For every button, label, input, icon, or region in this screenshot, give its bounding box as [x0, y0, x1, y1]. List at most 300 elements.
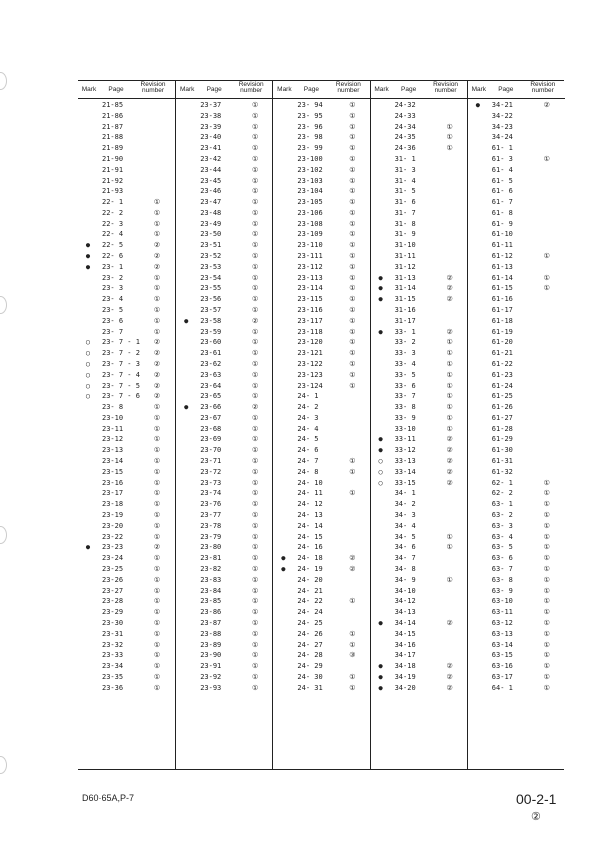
row-page: 33-15 [394, 478, 416, 487]
row-revision: ① [252, 273, 259, 282]
row-revision: ① [349, 629, 356, 638]
row-revision: ① [349, 284, 356, 293]
table-row [78, 532, 175, 543]
row-page: 23- 2 [102, 273, 124, 282]
row-revision: ① [349, 176, 356, 185]
row-page: 63- 6 [491, 554, 513, 563]
row-page: 61-28 [491, 424, 513, 433]
table-row [273, 424, 370, 435]
row-page: 21-93 [102, 187, 124, 196]
table-row [273, 305, 370, 316]
row-page: 23-37 [200, 101, 222, 109]
row-page: 61-10 [491, 230, 513, 239]
table-row [468, 348, 565, 359]
table-row [273, 586, 370, 597]
table-row [273, 229, 370, 240]
table-row [273, 154, 370, 165]
row-page: 23-77 [200, 511, 222, 520]
table-row [273, 575, 370, 586]
table-row [78, 132, 175, 143]
table-row [371, 596, 468, 607]
row-mark: ● [378, 295, 383, 304]
document-id: D60·65A,P-7 [82, 793, 135, 803]
table-row [176, 316, 273, 327]
row-page: 24- 26 [297, 629, 323, 638]
row-page: 23-71 [200, 457, 222, 466]
row-revision: ① [349, 187, 356, 196]
row-page: 23-69 [200, 435, 222, 444]
row-page: 34-13 [394, 608, 416, 617]
row-revision: ② [153, 359, 161, 368]
row-revision: ① [543, 154, 550, 163]
row-page: 24-33 [394, 111, 416, 120]
table-row [371, 359, 468, 370]
table-row [78, 111, 175, 122]
table-row [468, 176, 565, 187]
table-row [273, 640, 370, 651]
row-page: 63- 9 [491, 586, 513, 595]
row-page: 24- 15 [297, 532, 323, 541]
table-row [468, 618, 565, 629]
table-row [371, 661, 468, 672]
table-row [273, 132, 370, 143]
row-page: 23-48 [200, 208, 222, 217]
row-mark: ○ [85, 392, 91, 401]
row-revision: ① [252, 575, 259, 584]
table-row [273, 553, 370, 564]
table-row [468, 456, 565, 467]
table-row [176, 499, 273, 510]
table-row [78, 542, 175, 553]
row-page: 23-100 [297, 154, 323, 163]
row-revision: ① [543, 511, 550, 520]
row-page: 21-86 [102, 111, 124, 120]
row-mark: ● [378, 662, 383, 671]
row-page: 34-22 [491, 111, 513, 120]
row-page: 22- 3 [102, 219, 124, 228]
row-revision: ① [543, 532, 550, 541]
table-row [468, 607, 565, 618]
table-row [468, 316, 565, 327]
table-row [273, 100, 370, 111]
row-mark: ○ [378, 457, 383, 466]
row-page: 61- 3 [491, 154, 513, 163]
row-revision: ① [543, 629, 550, 638]
table-row [468, 542, 565, 553]
row-page: 24- 13 [297, 511, 323, 520]
table-row [176, 305, 273, 316]
row-page: 24-34 [394, 122, 416, 131]
row-mark: ● [378, 683, 383, 692]
row-page: 31- 1 [394, 154, 416, 163]
revision-table [78, 80, 564, 770]
table-row [176, 337, 273, 348]
row-revision: ① [543, 500, 550, 509]
row-page: 34-19 [394, 672, 416, 681]
table-row [78, 327, 175, 338]
row-page: 24- 2 [297, 403, 319, 412]
table-row [176, 424, 273, 435]
table-row [273, 348, 370, 359]
row-revision: ① [252, 640, 259, 649]
row-page: 23-79 [200, 532, 222, 541]
table-row [468, 596, 565, 607]
table-row [176, 488, 273, 499]
row-revision: ① [349, 111, 356, 120]
row-revision: ① [252, 359, 259, 368]
table-row [176, 629, 273, 640]
row-page: 23- 94 [297, 101, 323, 109]
row-revision: ① [543, 586, 550, 595]
row-revision: ① [349, 597, 356, 606]
page-revision: ② [531, 811, 541, 823]
row-page: 24- 27 [297, 640, 323, 649]
table-row [176, 510, 273, 521]
row-revision: ① [153, 554, 161, 563]
row-page: 31-13 [394, 273, 416, 282]
row-page: 21-92 [102, 176, 124, 185]
row-revision: ① [153, 413, 161, 422]
row-page: 61- 9 [491, 219, 513, 228]
table-row [78, 510, 175, 521]
table-row [78, 402, 175, 413]
table-row [371, 672, 468, 683]
row-page: 34- 9 [394, 575, 416, 584]
table-row [371, 683, 468, 694]
row-revision: ② [446, 672, 453, 681]
row-page: 34- 1 [394, 489, 416, 498]
row-page: 23- 3 [102, 284, 124, 293]
row-revision: ① [349, 359, 356, 368]
row-page: 23-41 [200, 144, 222, 153]
row-page: 33-12 [394, 446, 416, 455]
row-page: 24- 18 [297, 554, 323, 563]
row-page: 23-64 [200, 381, 222, 390]
row-revision: ① [153, 511, 161, 520]
row-revision: ② [446, 457, 453, 466]
table-row [176, 640, 273, 651]
table-row [273, 445, 370, 456]
row-page: 23-27 [102, 586, 124, 595]
table-row [176, 197, 273, 208]
table-row [176, 186, 273, 197]
row-page: 31-11 [394, 252, 416, 261]
row-revision: ① [153, 198, 161, 207]
table-row [78, 154, 175, 165]
row-page: 23-76 [200, 500, 222, 509]
row-revision: ③ [349, 651, 356, 660]
row-revision: ① [153, 662, 161, 671]
table-row [176, 294, 273, 305]
row-page: 33- 2 [394, 338, 416, 347]
table-row [78, 672, 175, 683]
row-page: 63- 4 [491, 532, 513, 541]
row-revision: ① [446, 413, 453, 422]
table-row [371, 197, 468, 208]
header-mark: Mark [179, 86, 195, 93]
row-page: 23-113 [297, 273, 323, 282]
row-revision: ① [543, 554, 550, 563]
row-revision: ① [252, 618, 259, 627]
row-page: 61-15 [491, 284, 513, 293]
row-page: 63-17 [491, 672, 513, 681]
row-revision: ① [153, 230, 161, 239]
table-row [78, 607, 175, 618]
row-revision: ① [252, 165, 259, 174]
table-row [371, 467, 468, 478]
row-revision: ② [446, 662, 453, 671]
row-page: 23-66 [200, 403, 222, 412]
row-revision: ① [543, 478, 550, 487]
row-revision: ① [446, 403, 453, 412]
row-page: 23-104 [297, 187, 323, 196]
row-revision: ① [252, 327, 259, 336]
table-row [78, 618, 175, 629]
row-page: 23-57 [200, 306, 222, 314]
table-row [78, 467, 175, 478]
table-row [78, 370, 175, 381]
row-revision: ① [349, 381, 356, 390]
row-page: 21-89 [102, 144, 124, 153]
table-row [176, 283, 273, 294]
table-row [468, 208, 565, 219]
row-page: 21-88 [102, 133, 124, 142]
table-row [273, 521, 370, 532]
table-row [468, 586, 565, 597]
column-header [371, 81, 468, 99]
table-row [78, 176, 175, 187]
table-row [468, 532, 565, 543]
table-row [371, 143, 468, 154]
row-mark: ○ [378, 467, 383, 476]
page-number: 00-2-1 [516, 791, 557, 807]
row-page: 24- 8 [297, 467, 319, 476]
row-mark: ● [85, 262, 91, 271]
row-page: 23-110 [297, 241, 323, 250]
table-row [176, 381, 273, 392]
table-column [467, 81, 565, 769]
row-page: 23-35 [102, 672, 124, 681]
row-page: 63- 5 [491, 543, 513, 552]
table-row [468, 143, 565, 154]
table-row [176, 132, 273, 143]
row-page: 34- 6 [394, 543, 416, 552]
table-row [273, 661, 370, 672]
table-row [371, 229, 468, 240]
row-page: 23-62 [200, 359, 222, 368]
row-page: 23- 7 - 3 [102, 359, 140, 368]
row-page: 23-30 [102, 618, 124, 627]
row-revision: ① [252, 154, 259, 163]
row-revision: ① [446, 338, 453, 347]
table-row [176, 661, 273, 672]
row-revision: ① [349, 683, 356, 692]
row-revision: ② [153, 241, 161, 250]
table-row [371, 348, 468, 359]
row-revision: ① [349, 198, 356, 207]
table-row [176, 478, 273, 489]
row-page: 34-23 [491, 122, 513, 131]
row-page: 23-91 [200, 662, 222, 671]
table-row [78, 359, 175, 370]
table-row [78, 575, 175, 586]
table-row [371, 629, 468, 640]
row-mark: ● [184, 316, 189, 325]
row-revision: ① [153, 629, 161, 638]
row-revision: ① [252, 111, 259, 120]
row-page: 23-26 [102, 575, 124, 584]
table-row [371, 413, 468, 424]
header-page: Page [498, 86, 514, 93]
table-row [371, 327, 468, 338]
row-mark: ● [281, 554, 286, 563]
table-row [371, 564, 468, 575]
table-row [371, 521, 468, 532]
row-page: 33-13 [394, 457, 416, 466]
row-page: 34- 2 [394, 500, 416, 509]
row-page: 24- 22 [297, 597, 323, 606]
table-row [371, 100, 468, 111]
table-row [78, 100, 175, 111]
table-row [468, 229, 565, 240]
table-row [78, 499, 175, 510]
row-page: 23- 99 [297, 144, 323, 153]
row-page: 24- 4 [297, 424, 319, 433]
row-revision: ① [252, 219, 259, 228]
row-revision: ① [543, 651, 550, 660]
table-row [468, 337, 565, 348]
row-page: 24- 31 [297, 683, 323, 692]
row-revision: ① [543, 252, 550, 261]
row-page: 23-78 [200, 521, 222, 530]
row-page: 24-32 [394, 101, 416, 109]
row-revision: ② [446, 327, 453, 336]
table-row [273, 510, 370, 521]
row-page: 34- 7 [394, 554, 416, 563]
row-page: 23-90 [200, 651, 222, 660]
binder-hole [0, 756, 7, 774]
row-page: 24-36 [394, 144, 416, 153]
row-revision: ① [252, 478, 259, 487]
header-mark: Mark [374, 86, 389, 93]
table-row [468, 478, 565, 489]
row-revision: ① [252, 564, 259, 573]
table-row [273, 478, 370, 489]
row-page: 23-12 [102, 435, 124, 444]
row-page: 61-19 [491, 327, 513, 336]
row-revision: ② [153, 381, 161, 390]
table-row [273, 240, 370, 251]
row-revision: ① [252, 144, 259, 153]
table-row [78, 661, 175, 672]
table-row [78, 445, 175, 456]
table-row [176, 402, 273, 413]
row-revision: ① [153, 500, 161, 509]
row-page: 23-118 [297, 327, 323, 336]
row-revision: ① [543, 640, 550, 649]
row-page: 31- 6 [394, 198, 416, 207]
row-revision: ① [349, 208, 356, 217]
row-revision: ① [349, 327, 356, 336]
row-page: 33- 3 [394, 349, 416, 358]
row-page: 23- 96 [297, 122, 323, 131]
row-revision: ① [153, 295, 161, 304]
row-page: 63-14 [491, 640, 513, 649]
row-revision: ① [349, 154, 356, 163]
row-page: 23-105 [297, 198, 323, 207]
table-row [78, 262, 175, 273]
row-revision: ① [252, 543, 259, 552]
table-row [78, 337, 175, 348]
table-row [78, 586, 175, 597]
table-row [176, 229, 273, 240]
table-row [371, 488, 468, 499]
row-revision: ① [349, 672, 356, 681]
row-revision: ① [252, 597, 259, 606]
table-row [273, 370, 370, 381]
row-revision: ① [153, 651, 161, 660]
row-revision: ① [349, 306, 356, 314]
row-page: 33- 1 [394, 327, 416, 336]
table-column [370, 81, 468, 769]
row-revision: ① [349, 262, 356, 271]
row-revision: ① [252, 413, 259, 422]
row-page: 63-11 [491, 608, 513, 617]
table-row [176, 618, 273, 629]
table-row [273, 629, 370, 640]
row-page: 33- 7 [394, 392, 416, 401]
table-row [273, 359, 370, 370]
table-row [78, 434, 175, 445]
row-revision: ① [153, 424, 161, 433]
row-page: 23- 7 - 4 [102, 370, 140, 379]
table-row [468, 564, 565, 575]
row-page: 23-42 [200, 154, 222, 163]
table-row [371, 445, 468, 456]
row-page: 23-58 [200, 316, 222, 325]
table-row [273, 596, 370, 607]
row-revision: ② [252, 316, 259, 325]
row-page: 23-122 [297, 359, 323, 368]
row-page: 61- 4 [491, 165, 513, 174]
row-revision: ① [153, 521, 161, 530]
row-page: 61-16 [491, 295, 513, 304]
row-page: 23-117 [297, 316, 323, 325]
table-row [468, 521, 565, 532]
row-revision: ① [153, 564, 161, 573]
row-page: 23-49 [200, 219, 222, 228]
row-page: 23-45 [200, 176, 222, 185]
row-page: 34-14 [394, 618, 416, 627]
row-page: 24- 3 [297, 413, 319, 422]
table-row [176, 445, 273, 456]
row-page: 24- 12 [297, 500, 323, 509]
row-page: 21-87 [102, 122, 124, 131]
row-page: 24- 16 [297, 543, 323, 552]
row-page: 23- 7 - 2 [102, 349, 140, 358]
row-page: 23-11 [102, 424, 124, 433]
row-revision: ① [153, 597, 161, 606]
row-page: 23-53 [200, 262, 222, 271]
row-revision: ① [543, 273, 550, 282]
row-page: 61-27 [491, 413, 513, 422]
row-revision: ① [349, 252, 356, 261]
table-row [176, 327, 273, 338]
table-row [78, 650, 175, 661]
table-row [468, 122, 565, 133]
row-revision: ① [349, 316, 356, 325]
table-row [78, 640, 175, 651]
